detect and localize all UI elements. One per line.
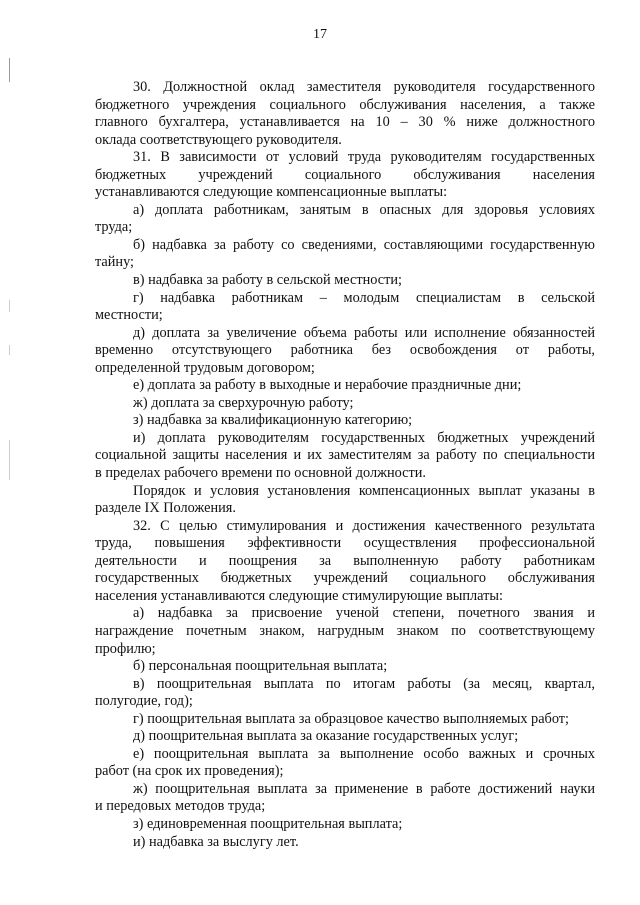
text-line: устанавливаются следующие компенсационные выплаты:: [95, 184, 448, 201]
document-body: [95, 79, 595, 851]
text-line: а) надбавка за присвоение ученой степени, почетного звания и: [133, 605, 595, 622]
text-line: в пределах рабочего времени по основной должности.: [95, 465, 426, 482]
text-line: бюджетных учреждений социального обслуживания населения: [95, 166, 595, 183]
text-line: в) поощрительная выплата по итогам работы (за месяц, квартал,: [133, 675, 595, 692]
text-line: главного бухгалтера, устанавливается на 10 – 30 % ниже должностного: [95, 114, 595, 131]
text-line: местности;: [95, 307, 163, 324]
text-line: г) поощрительная выплата за образцовое качество выполняемых работ;: [133, 710, 569, 727]
text-line: оклада соответствующего руководителя.: [95, 131, 342, 148]
text-line: разделе IX Положения.: [95, 500, 236, 517]
text-line: д) поощрительная выплата за оказание государственных услуг;: [133, 728, 519, 745]
text-line: Порядок и условия установления компенсационных выплат указаны в: [133, 482, 595, 499]
text-line: г) надбавка работникам – молодым специалистам в сельской: [133, 289, 595, 306]
text-line: д) доплата за увеличение объема работы или исполнение обязанностей: [133, 324, 595, 341]
page-number: 17: [313, 27, 327, 42]
text-line: 31. В зависимости от условий труда руководителям государственных: [133, 149, 595, 166]
text-line: з) надбавка за квалификационную категорию;: [133, 412, 413, 429]
text-line: е) доплата за работу в выходные и нерабочие праздничные дни;: [133, 377, 522, 394]
text-line: бюджетного учреждения социального обслуживания населения, а также: [95, 96, 595, 113]
text-line: труда, повышения эффективности осуществления профессиональной: [95, 535, 595, 552]
text-line: з) единовременная поощрительная выплата;: [133, 815, 403, 832]
text-line: е) поощрительная выплата за выполнение особо важных и срочных: [133, 745, 595, 762]
text-line: государственных бюджетных учреждений социального обслуживания: [95, 570, 595, 587]
text-line: б) персональная поощрительная выплата;: [133, 658, 388, 675]
text-line: труда;: [95, 219, 133, 236]
text-line: а) доплата работникам, занятым в опасных для здоровья условиях: [133, 201, 595, 218]
text-line: и передовых методов труда;: [95, 798, 266, 815]
text-line: ж) поощрительная выплата за применение в работе достижений науки: [133, 780, 595, 797]
text-line: тайну;: [95, 254, 135, 271]
text-line: профилю;: [95, 640, 156, 657]
text-line: награждение почетным знаком, нагрудным знаком по соответствующему: [95, 622, 595, 639]
text-line: и) доплата руководителям государственных бюджетных учреждений: [133, 429, 595, 446]
text-line: 30. Должностной оклад заместителя руководителя государственного: [133, 79, 595, 95]
text-line: социальной защиты населения и их заместителям за работу по специальности: [95, 447, 595, 464]
text-line: б) надбавка за работу со сведениями, составляющими государственную: [133, 236, 595, 253]
text-line: ж) доплата за сверхурочную работу;: [133, 394, 354, 411]
text-line: временно отсутствующего работника без освобождения от работы,: [95, 342, 595, 359]
text-line: работ (на срок их проведения);: [95, 763, 284, 780]
scan-edge-mark: [9, 345, 10, 355]
text-line: населения устанавливаются следующие стимулирующие выплаты:: [95, 587, 503, 604]
text-line: в) надбавка за работу в сельской местности;: [133, 272, 402, 289]
scan-edge-mark: [9, 440, 10, 480]
scan-edge-mark: [9, 58, 10, 82]
text-line: полугодие, год);: [95, 693, 193, 710]
scan-edge-mark: [9, 300, 10, 312]
text-line: деятельности и поощрения за выполненную работу работникам: [95, 552, 595, 569]
text-line: 32. С целью стимулирования и достижения качественного результата: [133, 517, 595, 534]
text-line: определенной трудовым договором;: [95, 359, 315, 376]
text-line: и) надбавка за выслугу лет.: [133, 833, 299, 850]
